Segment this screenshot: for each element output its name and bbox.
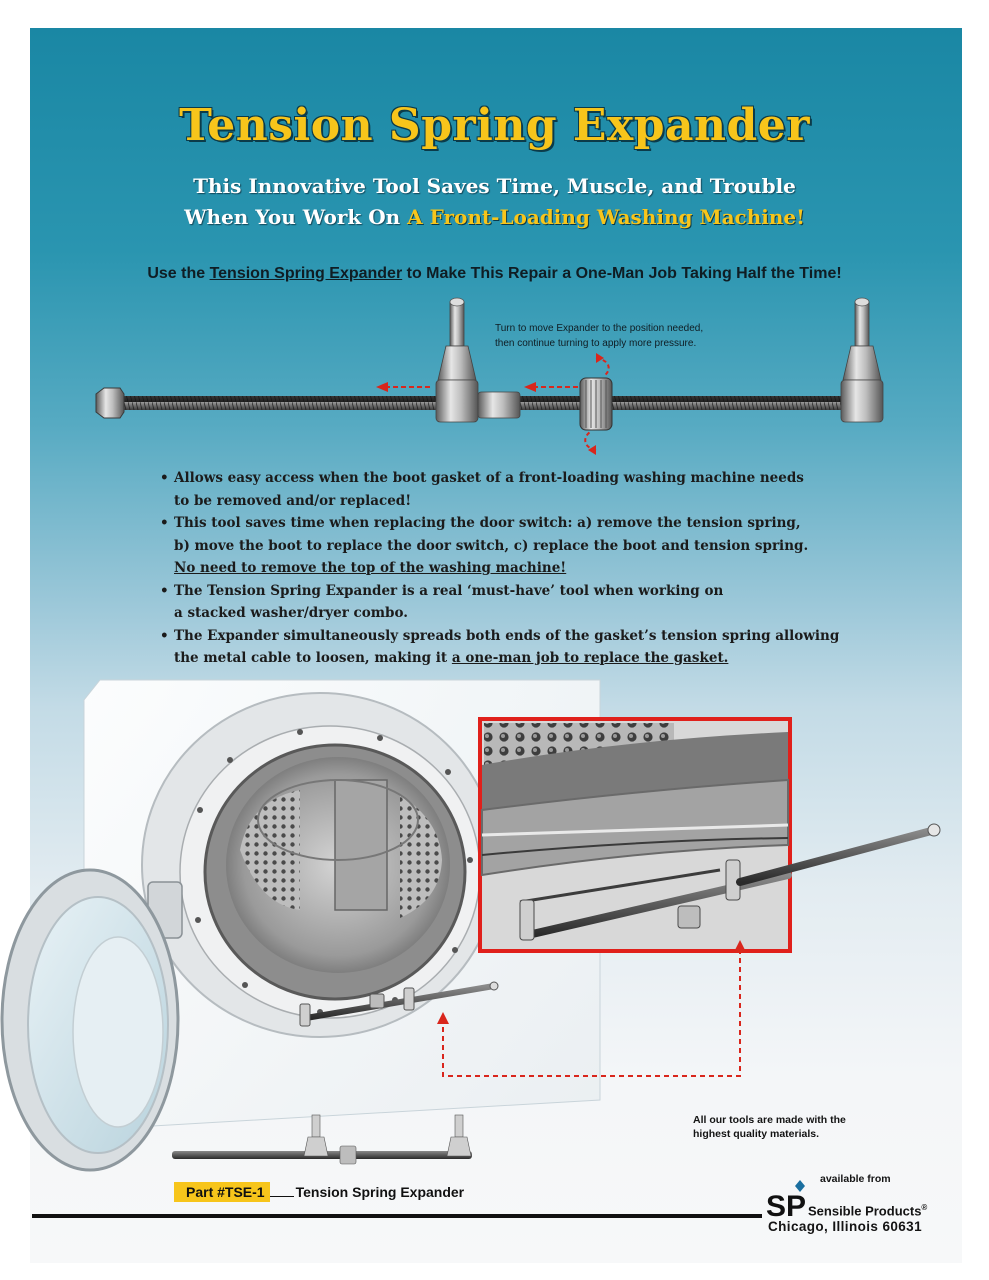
tagline-suffix: to Make This Repair a One-Man Job Taking Half the Time! — [402, 265, 842, 282]
right-post — [841, 298, 883, 422]
feature-line — [174, 557, 850, 580]
expander-tool-illustration — [0, 290, 989, 460]
company-name — [808, 1203, 927, 1218]
quality-note-line-1: All our tools are made with the — [693, 1114, 846, 1126]
feature-line: b) move the boot to replace the door switch, c) replace the boot and tension spring. — [174, 537, 809, 554]
feature-line: • Allows easy access when the boot gasket of a front-loading washing machine needs — [174, 470, 804, 486]
part-name: Tension Spring Expander — [295, 1184, 465, 1200]
feature-emphasis: No need to remove the top of the washing machine! — [174, 560, 567, 576]
tagline-prefix: Use the — [147, 265, 210, 282]
tagline-product-name: Tension Spring Expander — [209, 265, 403, 282]
page-title: Tension Spring Expander — [179, 100, 810, 151]
registered-mark: ® — [921, 1203, 928, 1212]
tool-note-line-2: then continue turning to apply more pressure. — [495, 338, 697, 349]
footer-rule — [32, 1214, 762, 1218]
door-glass-inner — [73, 937, 163, 1127]
end-nut — [96, 388, 124, 418]
part-label — [174, 1184, 464, 1200]
company-name-text: Sensible Products — [808, 1203, 922, 1219]
rotate-arrow-head-top — [596, 353, 604, 363]
company-logo-icon — [766, 1180, 810, 1220]
feature-list — [160, 467, 850, 670]
knurled-wheel — [580, 378, 612, 430]
feature-line-prefix: the metal cable to loosen, making it — [174, 650, 452, 666]
part-underline — [270, 1196, 294, 1197]
feature-line: • The Tension Spring Expander is a real ‘must-have’ tool when working on — [174, 582, 724, 599]
subtitle-highlight: A Front-Loading Washing Machine! — [407, 205, 805, 229]
svg-text:SP: SP — [766, 1190, 807, 1220]
subtitle-line-2-prefix: When You Work On — [184, 205, 408, 229]
feature-line: • The Expander simultaneously spreads both ends of the gasket’s tension spring allowing — [174, 627, 840, 644]
quality-note — [693, 1113, 893, 1141]
feature-item — [160, 467, 850, 512]
quality-note-line-2: highest quality materials. — [693, 1128, 820, 1140]
tool-note-line-1: Turn to move Expander to the position needed, — [495, 323, 704, 334]
feature-line: a stacked washer/dryer combo. — [174, 605, 408, 621]
company-address: Chicago, Illinois 60631 — [768, 1219, 923, 1234]
feature-line: • This tool saves time when replacing the door switch: a) remove the tension spring, — [174, 515, 801, 531]
subtitle-line-2 — [0, 205, 989, 229]
part-number: Part #TSE-1 — [174, 1182, 270, 1202]
drum-baffle — [335, 780, 387, 910]
left-post — [436, 298, 478, 422]
subtitle-line-1: This Innovative Tool Saves Time, Muscle, and Trouble — [193, 174, 796, 198]
washing-machine-illustration — [0, 660, 989, 1180]
feature-emphasis: a one-man job to replace the gasket. — [451, 650, 729, 666]
feature-item — [160, 580, 850, 625]
feature-item — [160, 512, 850, 580]
available-from-label: available from — [820, 1173, 891, 1185]
feature-line: to be removed and/or replaced! — [174, 492, 412, 509]
tagline — [0, 265, 989, 283]
coupler — [478, 392, 520, 418]
